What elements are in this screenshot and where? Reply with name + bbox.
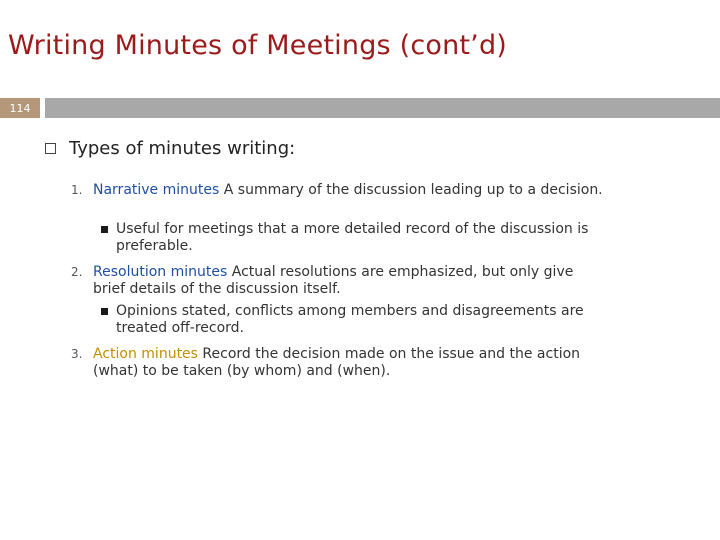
slide-number-box [0, 98, 40, 118]
keyword-action: Action minutes [93, 346, 198, 362]
slide-title: Writing Minutes of Meetings (cont’d) [8, 30, 508, 61]
slide-number: 114 [9, 101, 31, 115]
square-bullet-icon [45, 143, 56, 154]
list-item-resolution [93, 264, 603, 298]
keyword-resolution: Resolution minutes [93, 264, 228, 280]
sub-item-narrative: Useful for meetings that a more detailed record of the discussion is preferable. [116, 221, 589, 254]
header-bar [45, 98, 720, 118]
list-item-action [93, 346, 603, 380]
item-description: Actual resolutions are emphasized, but only give brief details of the discussion itself. [93, 264, 574, 297]
filled-square-bullet-icon [101, 226, 108, 233]
item-number-2: 2. [71, 265, 83, 279]
section-heading: Types of minutes writing: [69, 138, 296, 159]
item-description: A summary of the discussion leading up to a decision. [219, 182, 603, 198]
sub-item-resolution: Opinions stated, conflicts among members and disagreements are treated off-record. [116, 303, 584, 336]
list-item-narrative [93, 182, 603, 199]
item-description: Record the decision made on the issue and the action (what) to be taken (by whom) and (when). [93, 346, 581, 379]
item-number-1: 1. [71, 183, 83, 197]
item-number-3: 3. [71, 347, 83, 361]
filled-square-bullet-icon [101, 308, 108, 315]
keyword-narrative: Narrative minutes [93, 182, 220, 198]
